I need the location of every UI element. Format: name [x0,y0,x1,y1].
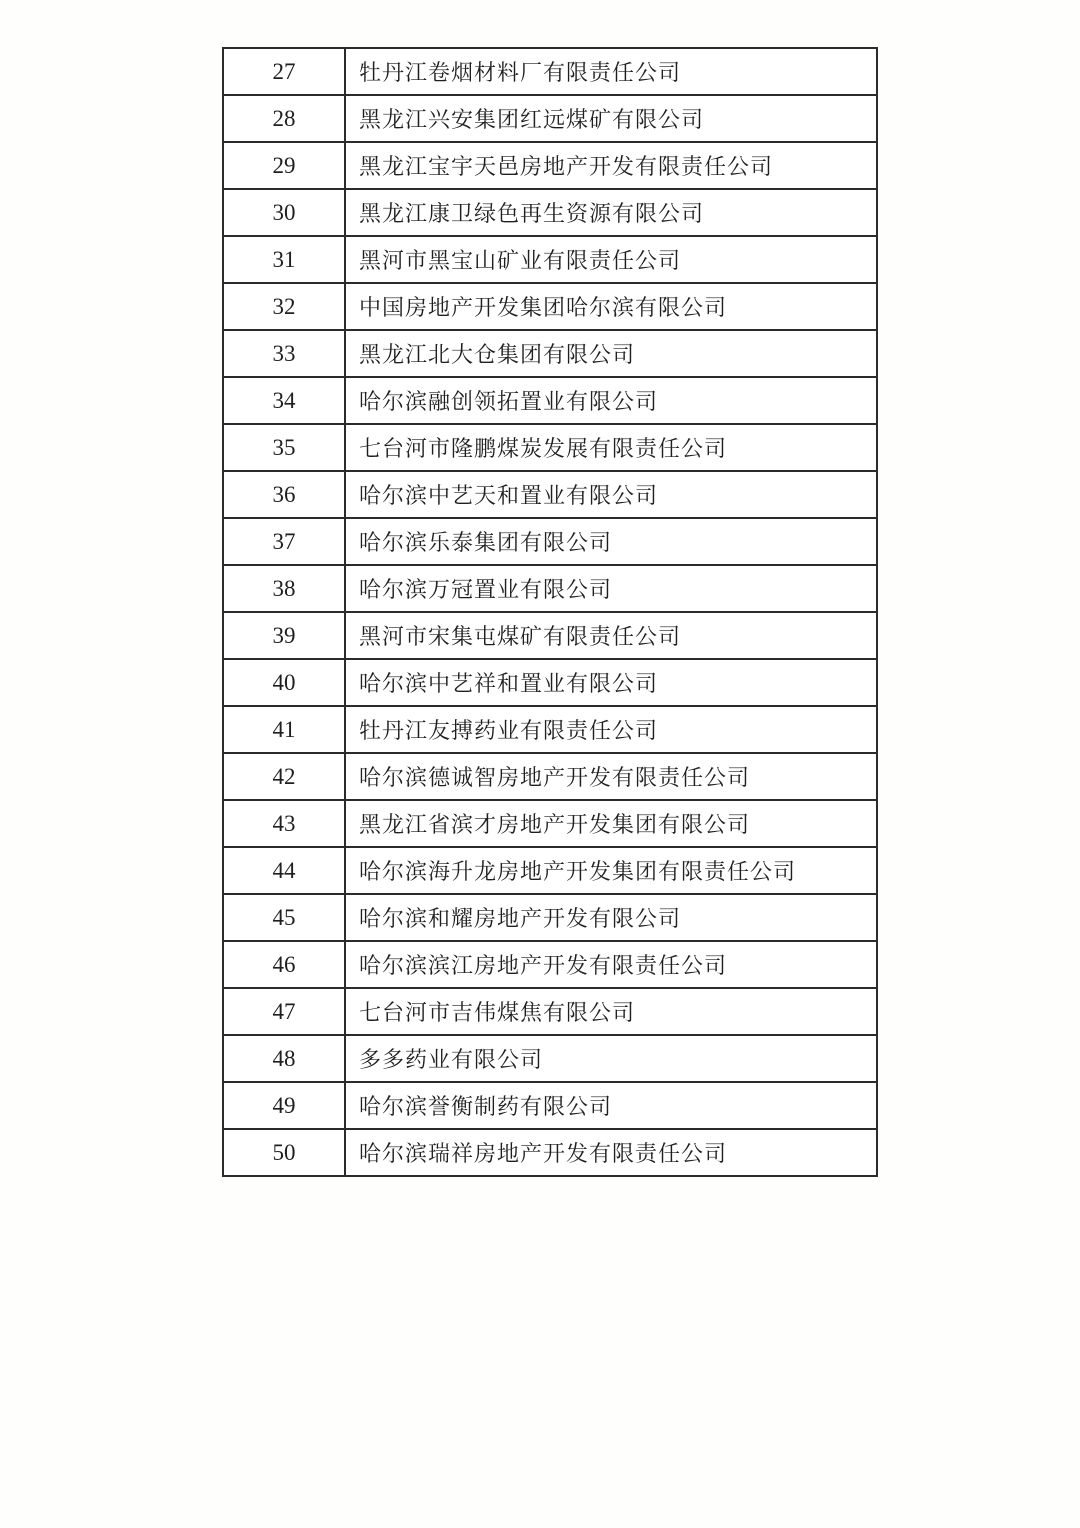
company-name: 哈尔滨誉衡制药有限公司 [345,1082,877,1129]
company-name: 七台河市吉伟煤焦有限公司 [345,988,877,1035]
company-name: 黑龙江北大仓集团有限公司 [345,330,877,377]
row-number: 47 [223,988,345,1035]
table-row [223,95,877,142]
table-row [223,894,877,941]
company-name: 牡丹江友搏药业有限责任公司 [345,706,877,753]
row-number: 46 [223,941,345,988]
row-number: 33 [223,330,345,377]
company-name: 哈尔滨万冠置业有限公司 [345,565,877,612]
row-number: 29 [223,142,345,189]
company-name: 黑龙江兴安集团红远煤矿有限公司 [345,95,877,142]
table-row [223,424,877,471]
row-number: 40 [223,659,345,706]
row-number: 38 [223,565,345,612]
row-number: 35 [223,424,345,471]
table-row [223,1035,877,1082]
row-number: 27 [223,48,345,95]
company-name: 哈尔滨中艺祥和置业有限公司 [345,659,877,706]
table-row [223,612,877,659]
table-row [223,377,877,424]
table-row [223,48,877,95]
table-row [223,800,877,847]
company-name: 黑龙江宝宇天邑房地产开发有限责任公司 [345,142,877,189]
table-row [223,847,877,894]
table-row [223,142,877,189]
row-number: 45 [223,894,345,941]
table-row [223,706,877,753]
table-row [223,330,877,377]
company-list-table [222,47,878,1177]
row-number: 44 [223,847,345,894]
row-number: 30 [223,189,345,236]
table-row [223,236,877,283]
row-number: 48 [223,1035,345,1082]
company-name: 哈尔滨瑞祥房地产开发有限责任公司 [345,1129,877,1176]
company-name: 哈尔滨和耀房地产开发有限公司 [345,894,877,941]
company-name: 黑河市黑宝山矿业有限责任公司 [345,236,877,283]
company-name: 哈尔滨中艺天和置业有限公司 [345,471,877,518]
row-number: 42 [223,753,345,800]
company-name: 黑河市宋集屯煤矿有限责任公司 [345,612,877,659]
company-name: 多多药业有限公司 [345,1035,877,1082]
company-name: 哈尔滨融创领拓置业有限公司 [345,377,877,424]
company-name: 七台河市隆鹏煤炭发展有限责任公司 [345,424,877,471]
row-number: 39 [223,612,345,659]
company-name: 中国房地产开发集团哈尔滨有限公司 [345,283,877,330]
row-number: 31 [223,236,345,283]
company-name: 牡丹江卷烟材料厂有限责任公司 [345,48,877,95]
table-row [223,659,877,706]
table-row [223,988,877,1035]
table-row [223,565,877,612]
company-name: 黑龙江省滨才房地产开发集团有限公司 [345,800,877,847]
company-name: 哈尔滨海升龙房地产开发集团有限责任公司 [345,847,877,894]
company-name: 哈尔滨滨江房地产开发有限责任公司 [345,941,877,988]
table-row [223,283,877,330]
row-number: 34 [223,377,345,424]
row-number: 50 [223,1129,345,1176]
table-row [223,1082,877,1129]
table-row [223,753,877,800]
row-number: 36 [223,471,345,518]
table-row [223,189,877,236]
table-row [223,1129,877,1176]
row-number: 32 [223,283,345,330]
table-row [223,941,877,988]
company-name: 黑龙江康卫绿色再生资源有限公司 [345,189,877,236]
row-number: 41 [223,706,345,753]
company-name: 哈尔滨德诚智房地产开发有限责任公司 [345,753,877,800]
row-number: 37 [223,518,345,565]
row-number: 28 [223,95,345,142]
row-number: 43 [223,800,345,847]
row-number: 49 [223,1082,345,1129]
company-list-body [223,48,877,1176]
company-name: 哈尔滨乐泰集团有限公司 [345,518,877,565]
table-row [223,518,877,565]
table-row [223,471,877,518]
